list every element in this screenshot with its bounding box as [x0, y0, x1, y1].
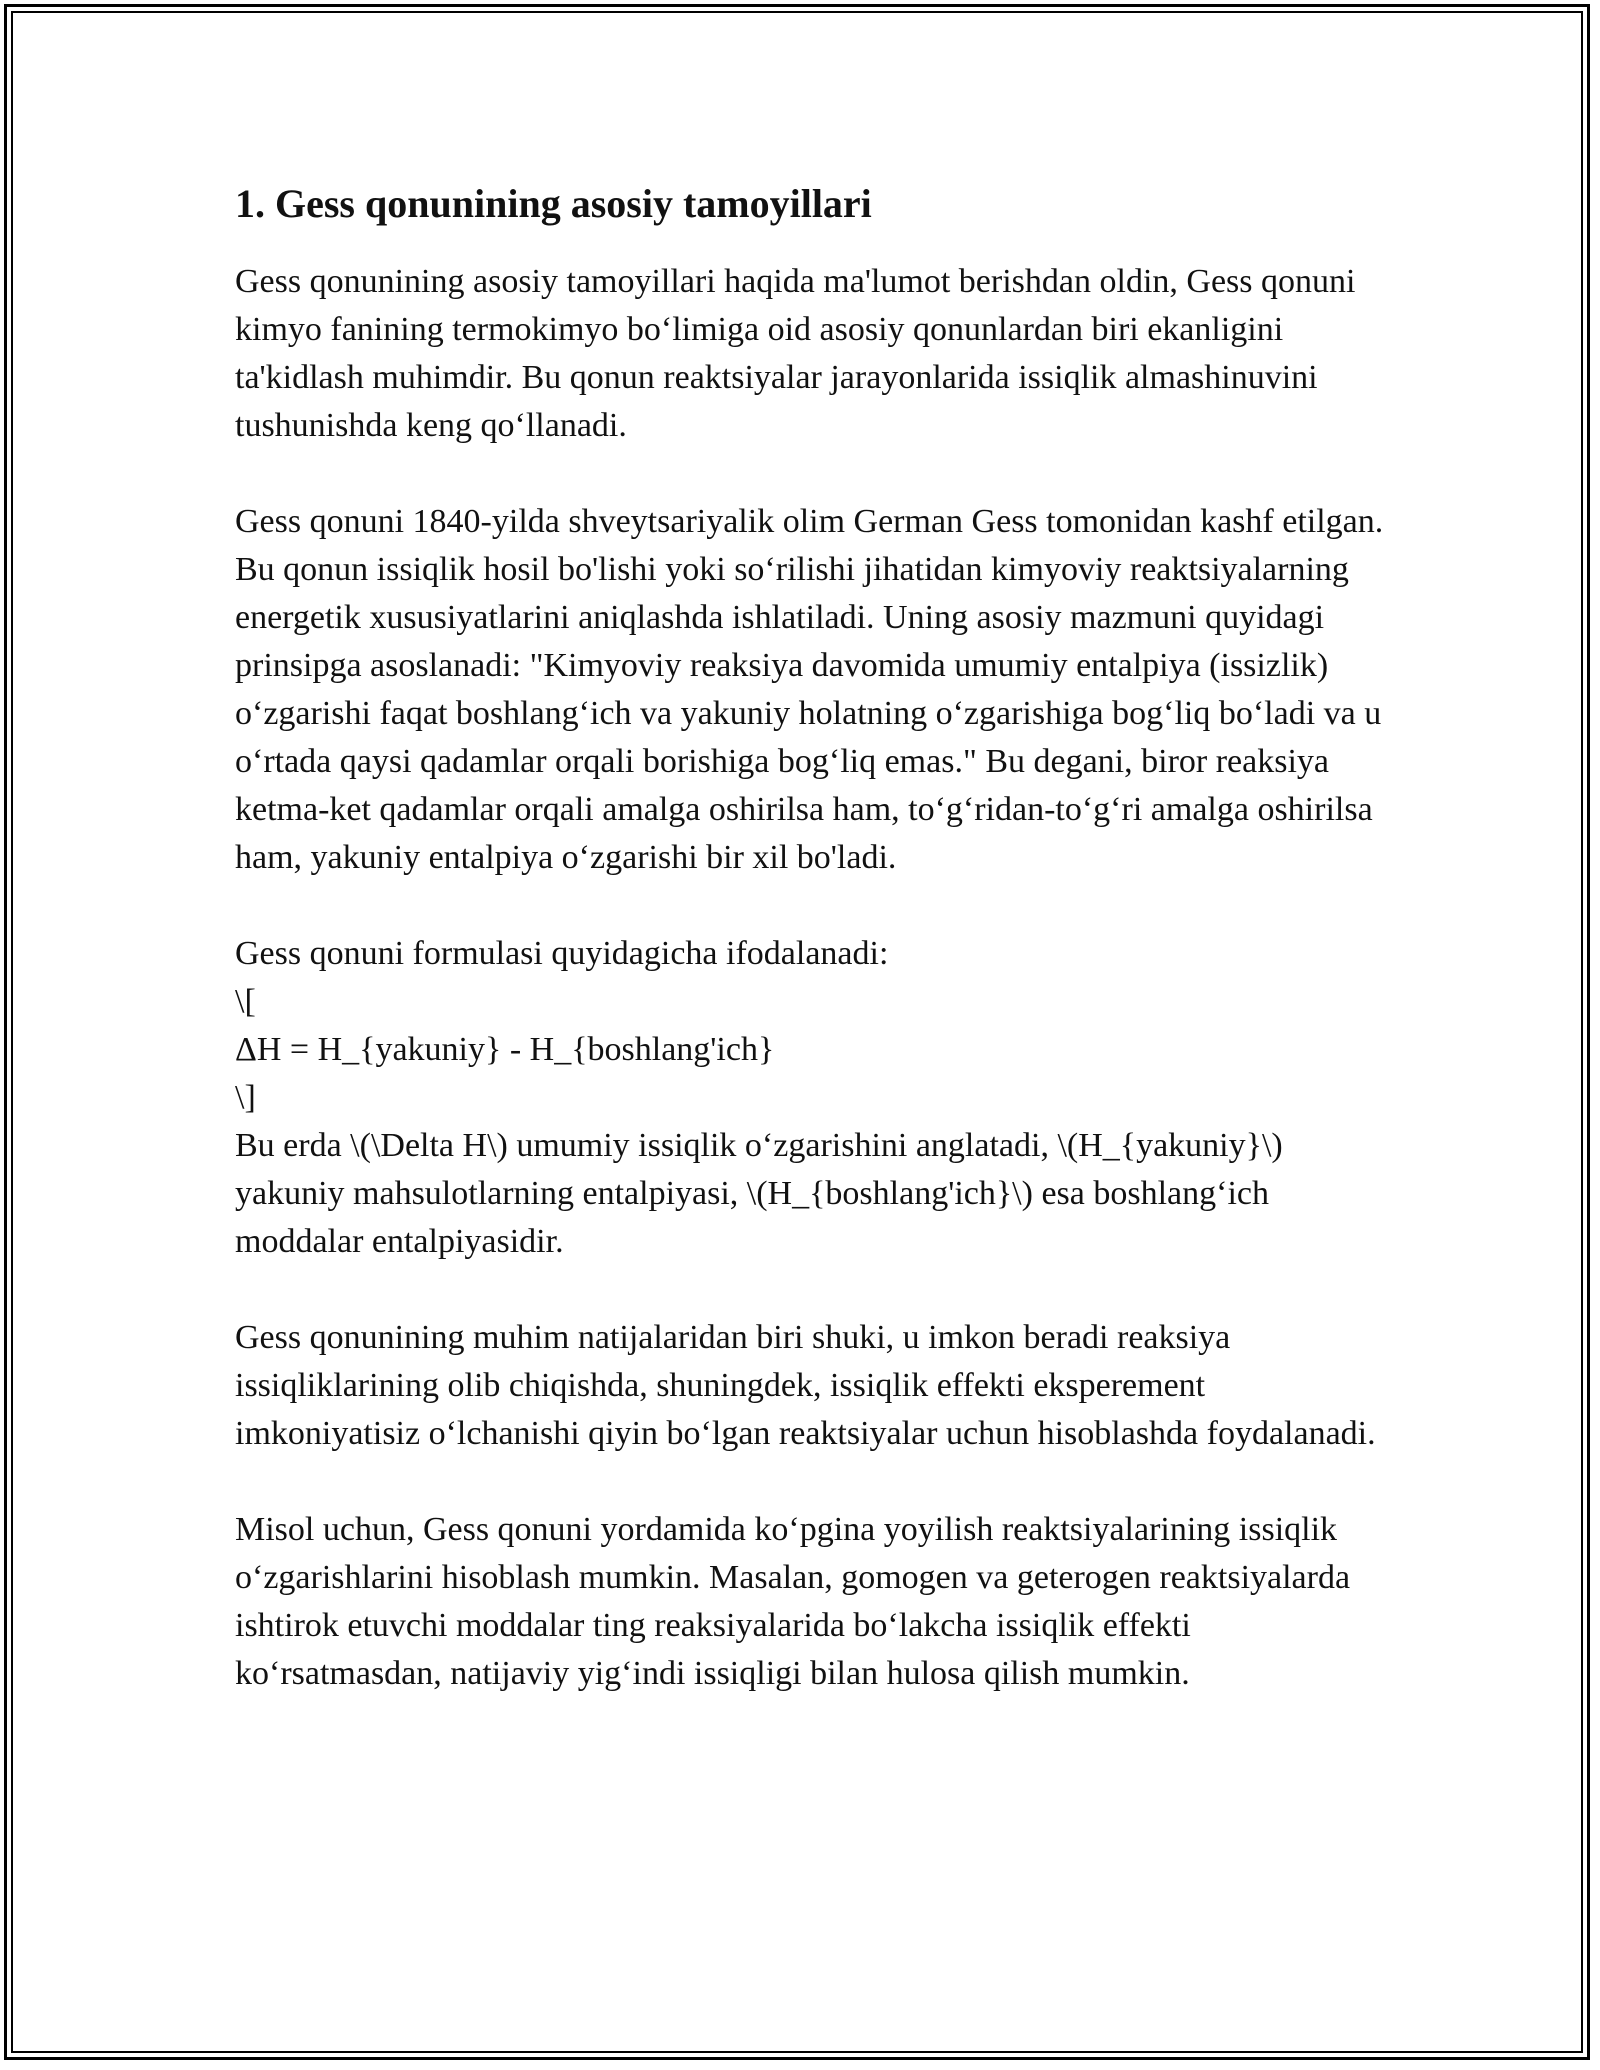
section-heading: 1. Gess qonunining asosiy tamoyillari: [235, 181, 872, 226]
formula-open-delimiter: \[: [235, 983, 256, 1020]
paragraph-history: Gess qonuni 1840-yilda shveytsariyalik olim German Gess tomonidan kashf etilgan. Bu qonun issiqlik hosil bo'lishi yoki so‘rilishi jihatidan kimyoviy reaktsiyalarning energetik xususiyatlarini aniqlashda ishlatiladi. Uning asosiy mazmuni quyidagi prinsipga asoslanadi: "Kimyoviy reaksiya davomida umumiy entalpiya (issizlik) o‘zgarishi faqat boshlang‘ich va yakuniy holatning o‘zgarishiga bog‘liq bo‘ladi va u o‘rtada qaysi qadamlar orqali borishiga bog‘liq emas." Bu degani, biror reaksiya ketma-ket qadamlar orqali amalga oshirilsa ham, to‘g‘ridan-to‘g‘ri amalga oshirilsa ham, yakuniy entalpiya o‘zgarishi bir xil bo'ladi.: [235, 503, 1384, 876]
formula-block: [235, 930, 1395, 1266]
paragraph-example: Misol uchun, Gess qonuni yordamida ko‘pgina yoyilish reaktsiyalarining issiqlik o‘zgarishlarini hisoblash mumkin. Masalan, gomogen va geterogen reaktsiyalarda ishtirok etuvchi moddalar ting reaksiyalarida bo‘lakcha issiqlik effekti ko‘rsatmasdan, natijaviy yig‘indi issiqligi bilan hulosa qilish mumkin.: [235, 1511, 1351, 1692]
formula-explanation: Bu erda \(\Delta H\) umumiy issiqlik o‘zgarishini anglatadi, \(H_{yakuniy}\) yakuniy mahsulotlarning entalpiyasi, \(H_{boshlang'ich}\) esa boshlang‘ich moddalar entalpiyasidir.: [235, 1127, 1283, 1260]
paragraph-consequences: Gess qonunining muhim natijalaridan biri shuki, u imkon beradi reaksiya issiqliklarining olib chiqishda, shuningdek, issiqlik effekti eksperement imkoniyatisiz o‘lchanishi qiyin bo‘lgan reaktsiyalar uchun hisoblashda foydalanadi.: [235, 1319, 1376, 1452]
formula-intro: Gess qonuni formulasi quyidagicha ifodalanadi:: [235, 935, 889, 972]
formula-equation: ΔH = H_{yakuniy} - H_{boshlang'ich}: [235, 1031, 775, 1068]
formula-close-delimiter: \]: [235, 1079, 256, 1116]
document-body: [235, 178, 1395, 1746]
paragraph-intro: Gess qonunining asosiy tamoyillari haqida ma'lumot berishdan oldin, Gess qonuni kimyo fanining termokimyo bo‘limiga oid asosiy qonunlardan biri ekanligini ta'kidlash muhimdir. Bu qonun reaktsiyalar jarayonlarida issiqlik almashinuvini tushunishda keng qo‘llanadi.: [235, 263, 1356, 444]
